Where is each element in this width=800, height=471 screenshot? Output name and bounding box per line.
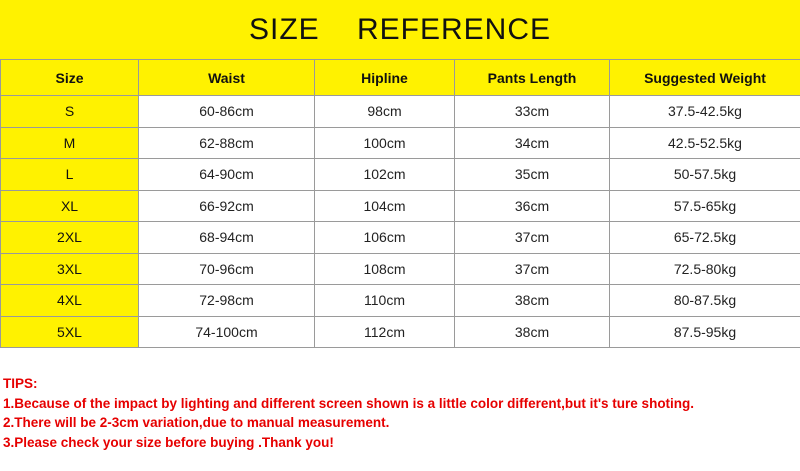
pants-length-cell: 34cm: [455, 127, 610, 159]
header-pants-length: Pants Length: [455, 60, 610, 96]
page-title: SIZE REFERENCE: [248, 12, 552, 46]
size-cell: 3XL: [1, 253, 139, 285]
size-cell: M: [1, 127, 139, 159]
waist-cell: 62-88cm: [139, 127, 315, 159]
header-waist: Waist: [139, 60, 315, 96]
table-row: [1, 96, 800, 128]
header-suggested-weight: Suggested Weight: [610, 60, 800, 96]
waist-cell: 70-96cm: [139, 253, 315, 285]
weight-cell: 80-87.5kg: [610, 285, 800, 317]
size-cell: 4XL: [1, 285, 139, 317]
header-size: Size: [1, 60, 139, 96]
tip-item: 2.There will be 2-3cm variation,due to manual measurement.: [3, 415, 390, 430]
hipline-cell: 112cm: [315, 316, 455, 348]
weight-cell: 57.5-65kg: [610, 190, 800, 222]
weight-cell: 37.5-42.5kg: [610, 96, 800, 128]
size-cell: S: [1, 96, 139, 128]
size-cell: XL: [1, 190, 139, 222]
pants-length-cell: 37cm: [455, 253, 610, 285]
weight-cell: 65-72.5kg: [610, 222, 800, 254]
pants-length-cell: 38cm: [455, 316, 610, 348]
weight-cell: 42.5-52.5kg: [610, 127, 800, 159]
weight-cell: 72.5-80kg: [610, 253, 800, 285]
hipline-cell: 100cm: [315, 127, 455, 159]
waist-cell: 60-86cm: [139, 96, 315, 128]
tip-item: 3.Please check your size before buying .Thank you!: [3, 434, 334, 450]
hipline-cell: 108cm: [315, 253, 455, 285]
waist-cell: 74-100cm: [139, 316, 315, 348]
table-row: [1, 190, 800, 222]
table-row: [1, 159, 800, 191]
pants-length-cell: 35cm: [455, 159, 610, 191]
hipline-cell: 98cm: [315, 96, 455, 128]
table-row: [1, 285, 800, 317]
table-row: [1, 222, 800, 254]
waist-cell: 64-90cm: [139, 159, 315, 191]
weight-cell: 87.5-95kg: [610, 316, 800, 348]
table-row: [1, 127, 800, 159]
title-bar: [0, 0, 800, 60]
waist-cell: 66-92cm: [139, 190, 315, 222]
hipline-cell: 110cm: [315, 285, 455, 317]
size-table: [0, 59, 800, 348]
table-row: [1, 316, 800, 348]
tip-item: 1.Because of the impact by lighting and different screen shown is a little color different,but it's ture shoting.: [3, 395, 695, 411]
pants-length-cell: 33cm: [455, 96, 610, 128]
hipline-cell: 104cm: [315, 190, 455, 222]
table-header-row: [1, 60, 800, 96]
tips-section: [3, 374, 797, 452]
pants-length-cell: 37cm: [455, 222, 610, 254]
pants-length-cell: 36cm: [455, 190, 610, 222]
hipline-cell: 106cm: [315, 222, 455, 254]
table-row: [1, 253, 800, 285]
hipline-cell: 102cm: [315, 159, 455, 191]
tips-heading: TIPS:: [3, 376, 38, 391]
waist-cell: 68-94cm: [139, 222, 315, 254]
size-cell: 5XL: [1, 316, 139, 348]
size-cell: L: [1, 159, 139, 191]
pants-length-cell: 38cm: [455, 285, 610, 317]
header-hipline: Hipline: [315, 60, 455, 96]
weight-cell: 50-57.5kg: [610, 159, 800, 191]
waist-cell: 72-98cm: [139, 285, 315, 317]
size-cell: 2XL: [1, 222, 139, 254]
